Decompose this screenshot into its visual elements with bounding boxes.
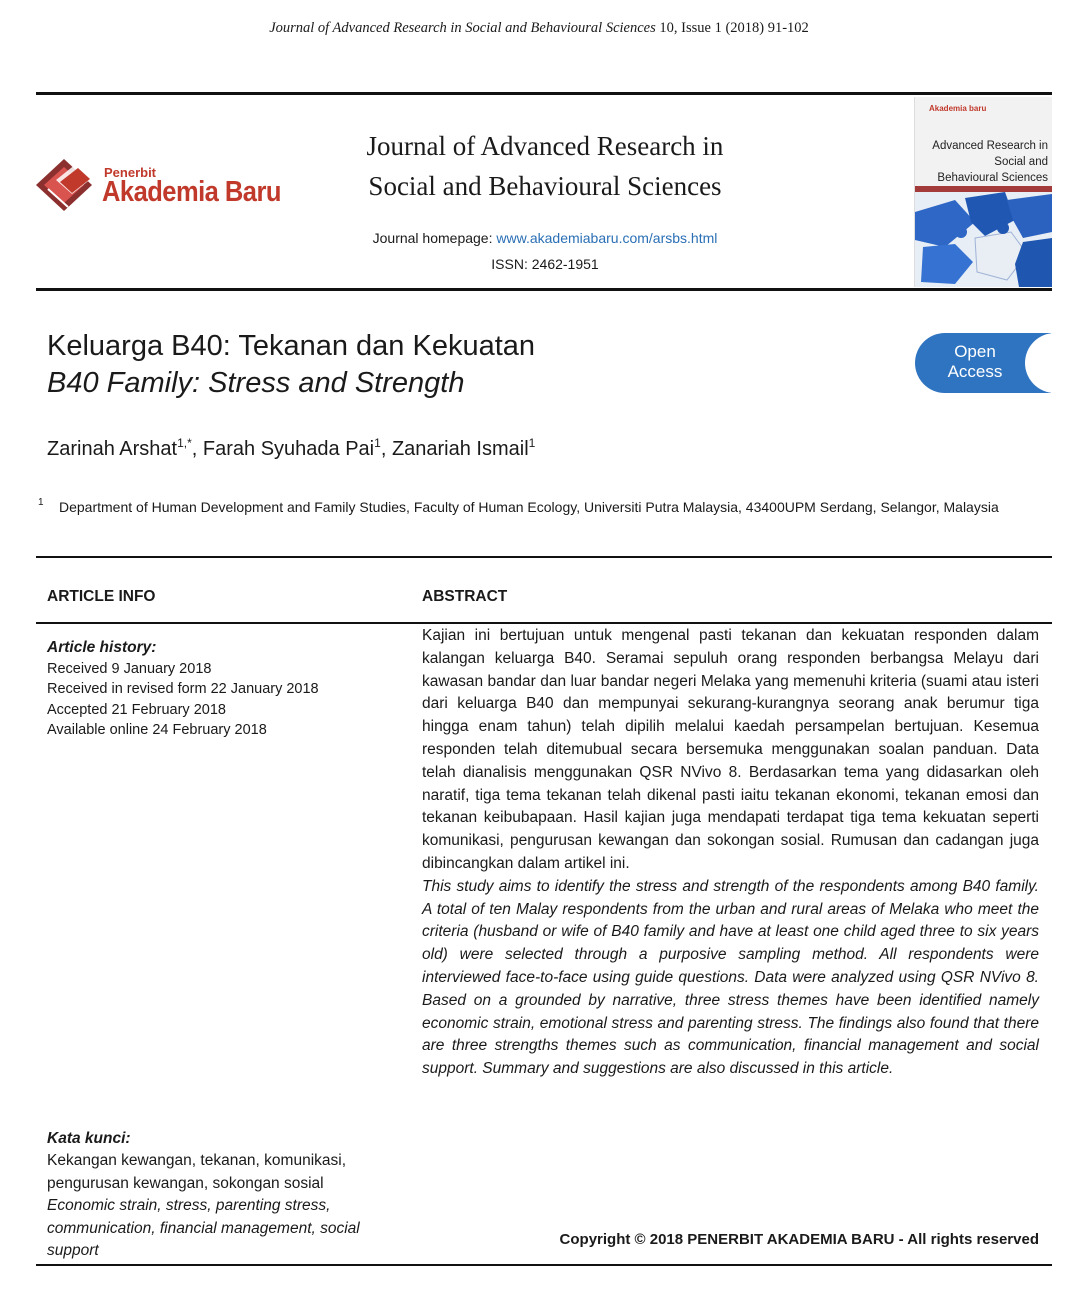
info-bottom-rule	[36, 1264, 1052, 1266]
cover-logo: Akademia baru	[929, 104, 987, 113]
journal-title-line2: Social and Behavioural Sciences	[368, 171, 722, 201]
puzzle-pieces-icon	[915, 192, 1052, 287]
author-list	[47, 436, 535, 461]
revised-date: Received in revised form 22 January 2018	[47, 681, 319, 697]
author-affiliation-mark: 1,*	[177, 436, 192, 450]
author-name: Farah Syuhada Pai	[202, 438, 375, 460]
masthead-top-rule	[36, 92, 1052, 95]
received-date: Received 9 January 2018	[47, 660, 212, 677]
affiliation: Department of Human Development and Family Studies, Faculty of Human Ecology, Universiti Putra Malaysia, 43400UPM Serdang, Selangor, Malaysia	[59, 499, 999, 515]
author-name: Zanariah Ismail	[391, 438, 529, 460]
article-history-label: Article history:	[47, 639, 157, 656]
journal-title	[300, 126, 790, 206]
affiliation-number: 1	[38, 497, 44, 508]
keywords-malay: Kekangan kewangan, tekanan, komunikasi, pengurusan kewangan, sokongan sosial	[47, 1152, 347, 1192]
journal-homepage	[300, 230, 790, 246]
info-heading-rule	[36, 622, 1052, 624]
abstract-heading: ABSTRACT	[422, 588, 508, 605]
author-affiliation-mark: 1	[374, 436, 381, 450]
open-access-label	[929, 342, 1021, 382]
homepage-label: Journal homepage:	[372, 230, 493, 246]
open-access-badge[interactable]	[915, 333, 1051, 393]
logo-publisher-name: Akademia Baru	[102, 176, 281, 208]
accepted-date: Accepted 21 February 2018	[47, 701, 226, 718]
article-title-malay: Keluarga B40: Tekanan dan Kekuatan	[47, 330, 536, 362]
online-date: Available online 24 February 2018	[47, 722, 267, 738]
homepage-link[interactable]: www.akademiabaru.com/arsbs.html	[496, 230, 718, 246]
running-header-citation: 10, Issue 1 (2018) 91-102	[659, 20, 809, 36]
publisher-logo	[34, 140, 284, 220]
article-title-english: B40 Family: Stress and Strength	[47, 367, 465, 399]
keywords-label: Kata kunci:	[47, 1130, 131, 1147]
open-access-word1: Open	[954, 342, 996, 361]
keywords	[47, 1128, 407, 1262]
journal-title-line1: Journal of Advanced Research in	[366, 131, 724, 161]
abstract-english: This study aims to identify the stress and strength of the respondents among B40 family. A total of ten Malay respondents from the urban and rural areas of Melaka who meet the criteria (husband or wife of B40 family and have at least one child aged three to six years old) were selected through a purposive sampling method. All respondents were interviewed face-to-face using guide questions. Data were analyzed using QSR NVivo 8. Based on a grounded by narrative, three stress themes have been identified namely economic strain, emotional stress and parenting stress. The findings also found that there are three strengths themes such as communication, financial management and social support. Summary and suggestions are also discussed in this article.	[422, 877, 1039, 1078]
open-access-notch	[1025, 333, 1078, 393]
info-top-rule	[36, 556, 1052, 558]
copyright-notice: Copyright © 2018 PENERBIT AKADEMIA BARU - All rights reserved	[559, 1231, 1039, 1248]
open-access-word2: Access	[947, 362, 1003, 381]
cover-title-line2: Social and	[994, 156, 1048, 168]
running-header-journal: Journal of Advanced Research in Social and Behavioural Sciences	[269, 20, 656, 36]
author-separator: ,	[380, 438, 392, 460]
article-history	[47, 638, 397, 741]
book-logo-icon	[34, 156, 100, 214]
logo-publisher-small: Penerbit	[104, 165, 157, 180]
article-info-heading: ARTICLE INFO	[47, 588, 156, 605]
running-header	[0, 20, 1078, 37]
author-affiliation-mark: 1	[528, 436, 536, 450]
keywords-english: Economic strain, stress, parenting stress, communication, financial management, social support	[47, 1197, 360, 1260]
cover-title	[918, 138, 1048, 186]
abstract-malay: Kajian ini bertujuan untuk mengenal pasti tekanan dan kekuatan responden dalam kalangan keluarga B40. Seramai sepuluh orang responden berbangsa Melayu dari kawasan bandar dan luar bandar negeri Melaka yang memenuhi kriteria (suami atau isteri dari keluarga B40 dan mempunyai sekurang-kurangnya seorang anak berumur tiga hingga enam tahun) telah dipilih melalui kaedah persampelan bertujuan. Kesemua responden telah ditemubual secara bersemuka menggunakan soalan panduan. Data telah dianalisis menggunakan QSR NVivo 8. Berdasarkan tema yang didasarkan oleh naratif, tiga tema tekanan telah dikenal pasti iaitu tekanan ekonomi, tekanan emosi dan tekanan keibubapaan. Hasil kajian juga mendapati terdapat tiga tema kekuatan seperti komunikasi, pengurusan kewangan dan sokongan sosial. Rumusan dan cadangan juga dibincangkan dalam artikel ini.	[422, 627, 1039, 872]
abstract-body	[422, 625, 1039, 1081]
masthead-bottom-rule	[36, 288, 1052, 291]
journal-cover-image	[914, 97, 1052, 287]
author-separator: ,	[191, 438, 203, 460]
author-name: Zarinah Arshat	[47, 438, 178, 460]
cover-title-line3: Behavioural Sciences	[937, 172, 1048, 184]
issn: ISSN: 2462-1951	[491, 256, 599, 272]
cover-title-line1: Advanced Research in	[932, 140, 1048, 152]
